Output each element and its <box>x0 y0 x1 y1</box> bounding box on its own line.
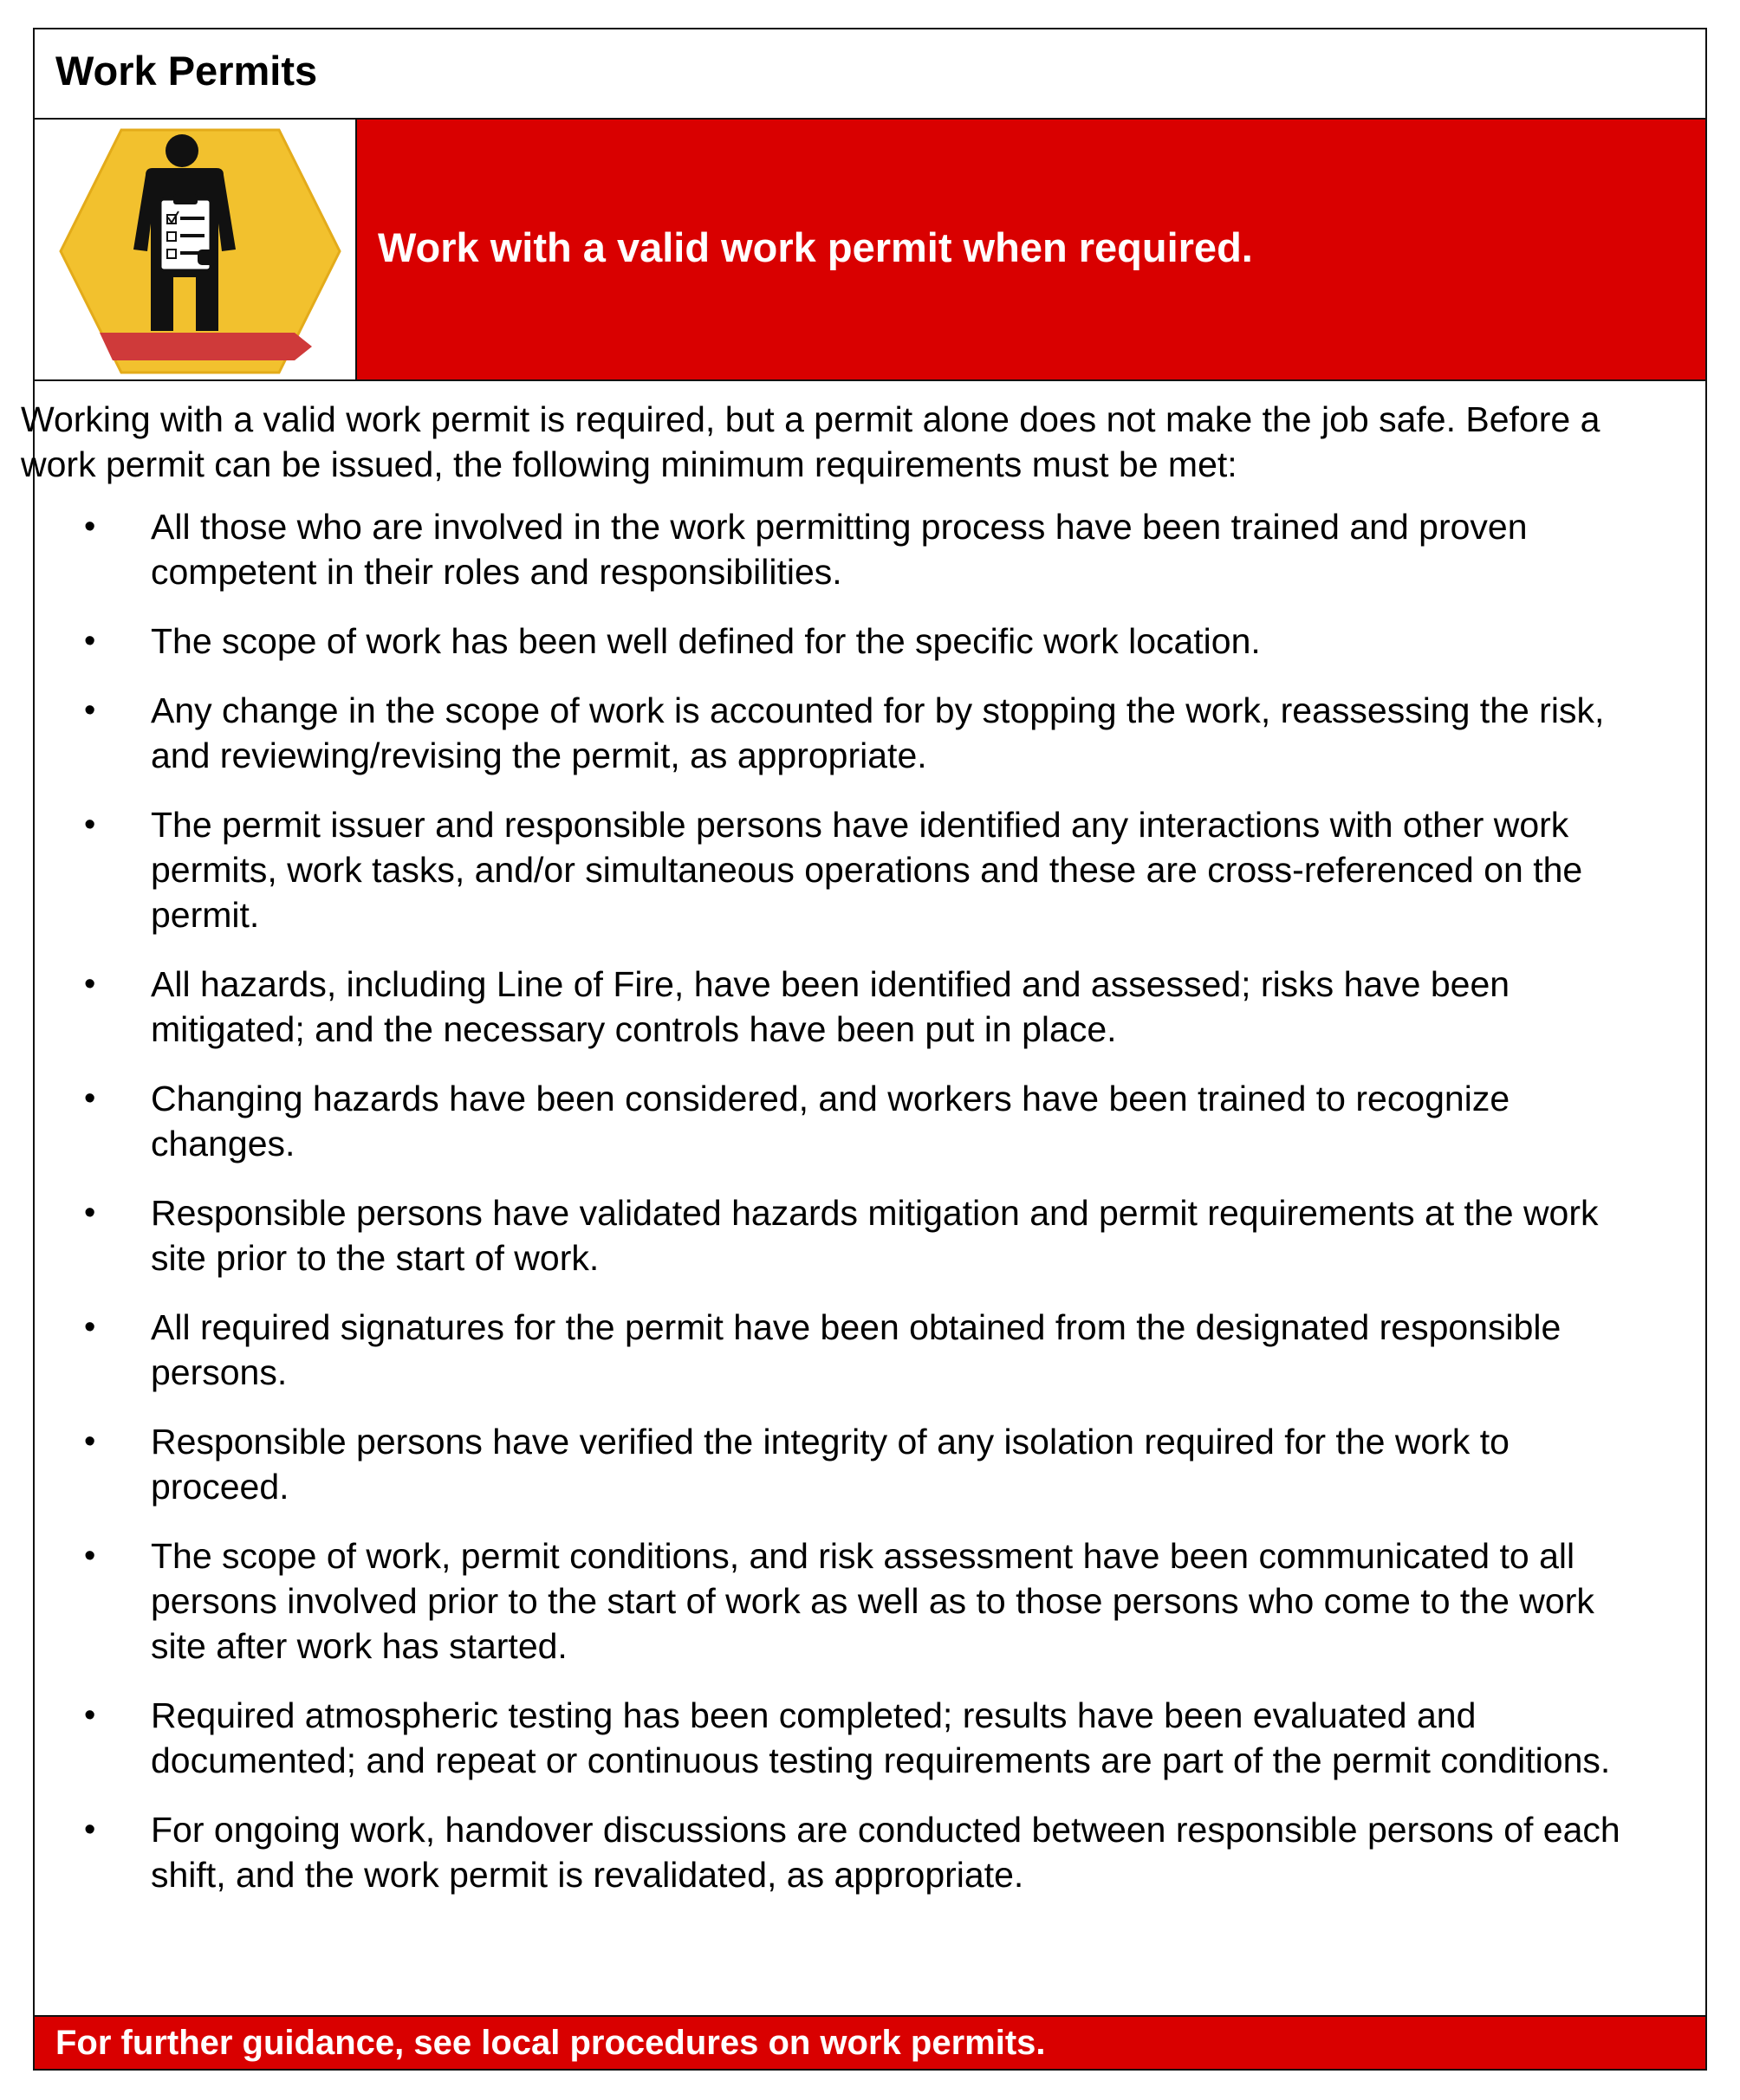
list-item-text: All those who are involved in the work permitting process have been trained and proven competent in their roles and responsibilities. <box>151 507 1528 592</box>
bullet-icon: • <box>84 1812 96 1848</box>
bullet-icon: • <box>84 623 96 659</box>
list-item-text: All required signatures for the permit have been obtained from the designated responsible persons. <box>151 1307 1561 1392</box>
bullet-icon: • <box>84 1309 96 1345</box>
bullet-icon: • <box>84 966 96 1002</box>
list-item <box>21 688 1650 778</box>
bullet-icon: • <box>84 509 96 545</box>
intro-paragraph: Working with a valid work permit is required, but a permit alone does not make the job safe. Before a work permit can be issued, the following minimum requirements must be met: <box>21 399 1600 484</box>
permit-worker-icon <box>35 120 355 379</box>
list-item <box>21 1305 1650 1395</box>
bullet-icon: • <box>84 692 96 729</box>
list-item <box>21 962 1650 1052</box>
person-head <box>166 134 198 167</box>
list-item-text: Responsible persons have validated hazards mitigation and permit requirements at the work site prior to the start of work. <box>151 1193 1599 1278</box>
banner <box>357 120 1705 379</box>
list-item <box>21 619 1650 664</box>
list-item <box>21 1533 1650 1669</box>
body-content <box>21 397 1650 1922</box>
icon-cell <box>35 120 357 379</box>
list-item-text: Any change in the scope of work is accounted for by stopping the work, reassessing the risk, and reviewing/revising the permit, as appropriate. <box>151 690 1605 775</box>
bullet-icon: • <box>84 1538 96 1574</box>
list-item-text: Changing hazards have been considered, and workers have been trained to recognize changes. <box>151 1079 1510 1163</box>
list-item <box>21 1190 1650 1280</box>
list-item-text: For ongoing work, handover discussions are conducted between responsible persons of each shift, and the work permit is revalidated, as appropriate. <box>151 1810 1620 1895</box>
page-title: Work Permits <box>55 48 318 94</box>
footer-text: For further guidance, see local procedures on work permits. <box>55 2024 1046 2062</box>
list-item-text: The scope of work, permit conditions, and risk assessment have been communicated to all persons involved prior to the start of work as well as to those persons who come to the work site after work has started. <box>151 1536 1594 1666</box>
title-row <box>35 29 1705 120</box>
list-item <box>21 504 1650 594</box>
bullet-icon: • <box>84 1195 96 1231</box>
list-item <box>21 1807 1650 1897</box>
footer-bar <box>35 2015 1705 2069</box>
requirements-list <box>21 504 1650 1897</box>
list-item-text: The permit issuer and responsible persons have identified any interactions with other work permits, work tasks, and/or simultaneous operations and these are cross-referenced on the permit. <box>151 805 1583 935</box>
list-item-text: Required atmospheric testing has been completed; results have been evaluated and documented; and repeat or continuous testing requirements are part of the permit conditions. <box>151 1695 1611 1780</box>
banner-row <box>35 120 1705 381</box>
list-item <box>21 1076 1650 1166</box>
list-item-text: The scope of work has been well defined for the specific work location. <box>151 621 1261 661</box>
list-item-text: All hazards, including Line of Fire, have been identified and assessed; risks have been mitigated; and the necessary controls have been put in place. <box>151 964 1510 1049</box>
bullet-icon: • <box>84 1423 96 1460</box>
bullet-icon: • <box>84 1080 96 1117</box>
list-item <box>21 1419 1650 1509</box>
list-item <box>21 802 1650 937</box>
bullet-icon: • <box>84 807 96 843</box>
list-item-text: Responsible persons have verified the integrity of any isolation required for the work to proceed. <box>151 1422 1510 1507</box>
chevron-band <box>100 333 312 360</box>
banner-text: Work with a valid work permit when required. <box>378 224 1253 270</box>
bullet-icon: • <box>84 1697 96 1734</box>
list-item <box>21 1693 1650 1783</box>
